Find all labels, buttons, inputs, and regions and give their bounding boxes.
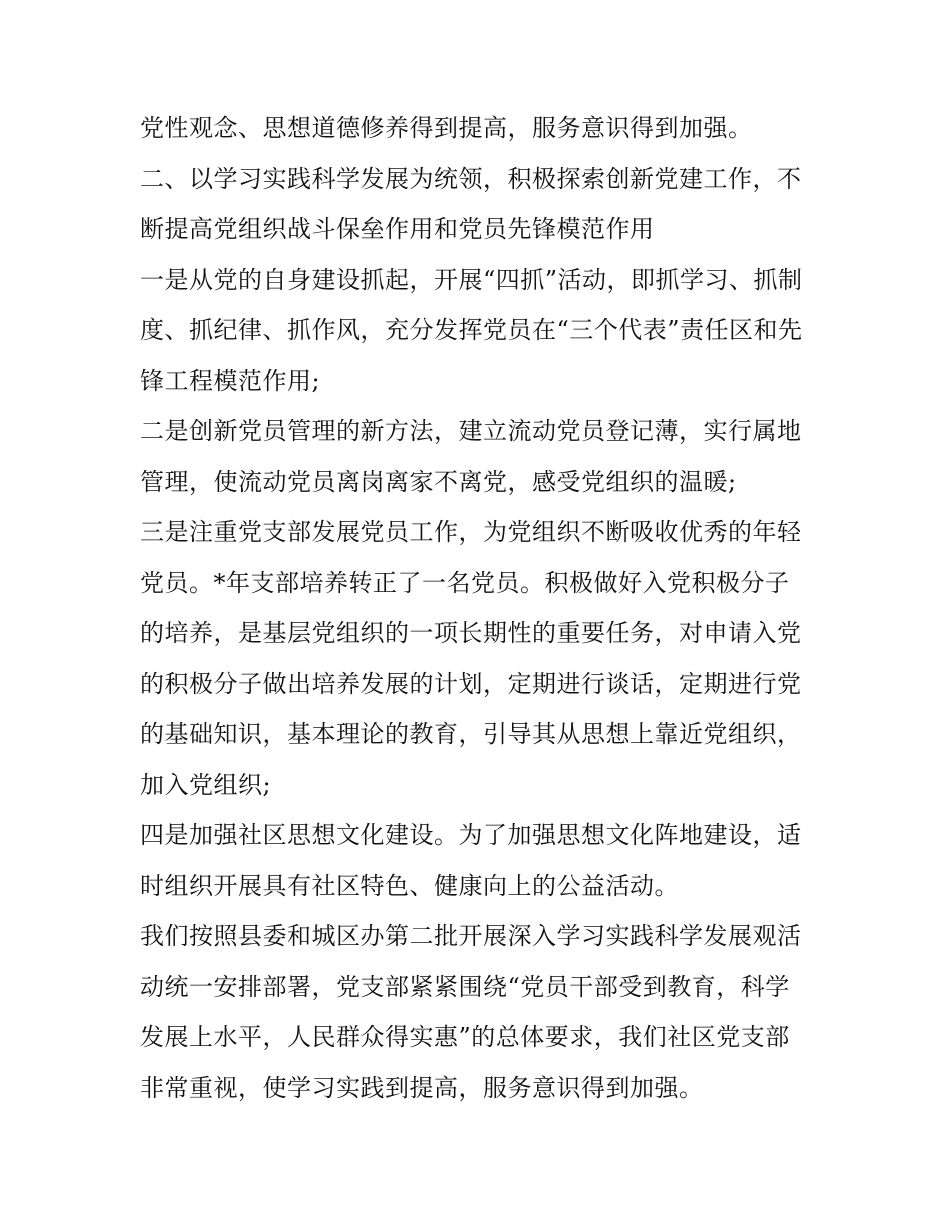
text-line: 我们按照县委和城区办第二批开展深入学习实践科学发展观活 <box>140 922 802 950</box>
text-line: 断提高党组织战斗保垒作用和党员先锋模范作用 <box>140 215 655 243</box>
text-line: 时组织开展具有社区特色、健康向上的公益活动。 <box>140 871 679 900</box>
text-line: 二是创新党员管理的新方法，建立流动党员登记薄，实行属地 <box>140 417 802 445</box>
text-line: 加入党组织; <box>140 770 272 799</box>
text-line: 的培养，是基层党组织的一项长期性的重要任务，对申请入党 <box>140 619 802 647</box>
text-line: 动统一安排部署，党支部紧紧围绕“党员干部受到教育，科学 <box>140 972 790 1001</box>
text-line: 非常重视，使学习实践到提高，服务意识得到加强。 <box>140 1073 704 1102</box>
text-line: 四是加强社区思想文化建设。为了加强思想文化阵地建设，适 <box>140 821 802 849</box>
text-line: 的积极分子做出培养发展的计划，定期进行谈话，定期进行党 <box>140 669 802 698</box>
text-line: 三是注重党支部发展党员工作，为党组织不断吸收优秀的年轻 <box>140 518 802 546</box>
text-line: 锋工程模范作用; <box>140 366 321 395</box>
text-line: 二、以学习实践科学发展为统领，积极探索创新党建工作，不 <box>140 164 802 193</box>
text-line: 度、抓纪律、抓作风，充分发挥党员在“三个代表”责任区和先 <box>140 316 803 344</box>
text-line: 党性观念、思想道德修养得到提高，服务意识得到加强。 <box>140 114 753 142</box>
text-line: 一是从党的自身建设抓起，开展“四抓”活动，即抓学习、抓制 <box>140 265 803 294</box>
document-body <box>140 103 820 1113</box>
text-line: 发展上水平，人民群众得实惠”的总体要求，我们社区党支部 <box>140 1023 790 1051</box>
text-line: 管理，使流动党员离岗离家不离党，感受党组织的温暖; <box>140 467 737 496</box>
text-line: 党员。*年支部培养转正了一名党员。积极做好入党积极分子 <box>140 568 790 597</box>
text-line: 的基础知识，基本理论的教育，引导其从思想上靠近党组织， <box>140 720 802 748</box>
